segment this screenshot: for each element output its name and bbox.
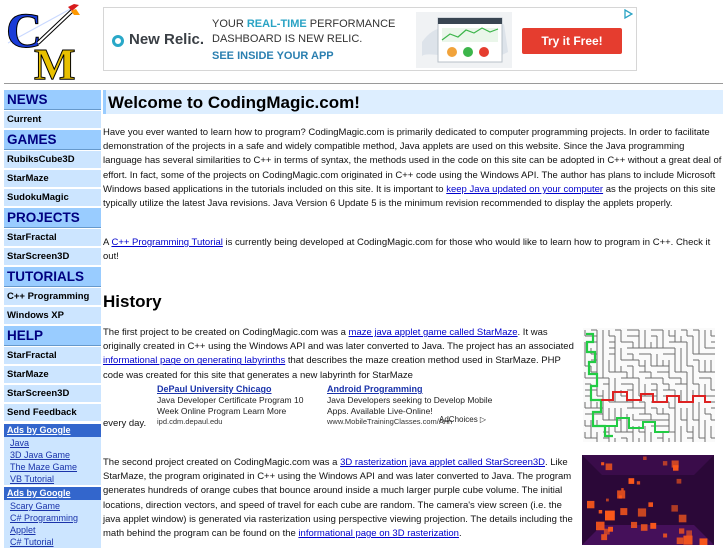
labyrinths-info-link[interactable]: informational page on generating labyrinths xyxy=(103,355,286,367)
ad-android-programming[interactable]: Android Programming Java Developers seeking to Develop Mobile Apps. Available Live-Online! www.MobileTrainingClasses.com/Ann xyxy=(327,384,493,426)
starmaze-thumbnail-image[interactable] xyxy=(583,328,715,442)
sidebar-item-current[interactable]: Current xyxy=(4,111,101,129)
ad-link-applet: Applet xyxy=(4,524,101,536)
sidebar-item-help-starfractal[interactable]: StarFractal xyxy=(4,347,101,365)
ad-headline: YOUR REAL-TIME PERFORMANCE xyxy=(212,18,396,30)
ad-depaul[interactable]: DePaul University Chicago Java Developer Certificate Program 10 Week Online Program Learn More ipd.cdm.depaul.edu xyxy=(157,384,304,426)
new-relic-ad-banner[interactable] xyxy=(103,7,637,71)
history-paragraph-starscreen3d: The second project created on CodingMagic.com was a 3D rasterization java applet called StarScreen3D. Like StarMaze, the program originated in C++ using the Windows API and was later converted to Java. The program generates hundreds of orange cubes that bounce around inside a much larger purple cube volume. The initial locations, direction vectors, and speed of travel for each cube are random. The camera's view screen (i.e. the java applet window) is generated via rasterization using perspective viewing projection. The details including the math behind the program can be found on the informational page on 3D rasterization. xyxy=(103,457,573,540)
ad-subline: SEE INSIDE YOUR APP xyxy=(212,50,334,62)
sidebar-heading-projects[interactable]: PROJECTS xyxy=(4,208,101,228)
intro-paragraph: Have you ever wanted to learn how to program? CodingMagic.com is primarily dedicated to computer programming projects. In order to facilitate demonstration of the projects in a safe and widely compatible method, Java applets are used on this website. Since the Java programming language has several similarities to C++ in terms of syntax, the methods used in the code on this site can be adopted in C++ without a great deal of effort. In fact, some of the projects on CodingMagic.com originated in C++ code using the Windows API. The author has plans to include Microsoft Windows based applications in the tutorials included on this site. It is important to keep Java updated on your computer as the projects on this site typically utilize the latest Java revisions. Java Version 6 Update 5 is the minimum revision recommended to display the applets properly. xyxy=(103,127,722,210)
try-it-free-button[interactable]: Try it Free! xyxy=(522,28,622,54)
sidebar-nav xyxy=(4,90,101,548)
sidebar-item-starmaze[interactable]: StarMaze xyxy=(4,170,101,188)
rasterization-info-link[interactable]: informational page on 3D rasterization xyxy=(298,528,459,540)
sidebar-heading-games[interactable]: GAMES xyxy=(4,130,101,150)
ads-by-google-heading[interactable]: Ads by Google xyxy=(4,424,101,437)
cpp-tutorial-link[interactable]: C++ Programming Tutorial xyxy=(111,237,223,248)
codingmagic-logo[interactable] xyxy=(4,3,82,81)
ad-link-3d-java-game: 3D Java Game xyxy=(4,449,101,461)
starscreen3d-applet-link[interactable]: 3D rasterization java applet called StarScreen3D xyxy=(340,457,545,468)
adchoices-label[interactable]: AdChoices ▷ xyxy=(439,415,487,424)
ads-by-google-heading-2[interactable]: Ads by Google xyxy=(4,487,101,500)
ad-link-vb-tutorial: VB Tutorial xyxy=(4,473,101,485)
ad-link-scary-game: Scary Game xyxy=(4,500,101,512)
sidebar-item-starscreen3d[interactable]: StarScreen3D xyxy=(4,248,101,266)
sidebar-heading-news[interactable]: NEWS xyxy=(4,90,101,110)
dashboard-screenshot-image xyxy=(416,12,512,68)
inline-text-ad[interactable] xyxy=(157,383,493,427)
sidebar-item-help-starmaze[interactable]: StarMaze xyxy=(4,366,101,384)
sidebar-item-help-starscreen3d[interactable]: StarScreen3D xyxy=(4,385,101,403)
sidebar-item-sudokumagic[interactable]: SudokuMagic xyxy=(4,189,101,207)
sidebar-item-windows-xp[interactable]: Windows XP xyxy=(4,307,101,325)
new-relic-mark-icon xyxy=(112,35,124,47)
page-title: Welcome to CodingMagic.com! xyxy=(103,90,723,114)
logo-letter-m: M xyxy=(34,40,76,81)
history-heading: History xyxy=(103,292,162,311)
history-paragraph-end: every day. xyxy=(103,418,147,429)
sidebar-heading-tutorials[interactable]: TUTORIALS xyxy=(4,267,101,287)
ad-link-csharp-programming: C# Programming xyxy=(4,512,101,524)
sidebar-item-send-feedback[interactable]: Send Feedback xyxy=(4,404,101,422)
starmaze-applet-link[interactable]: maze java applet game called StarMaze xyxy=(348,327,518,338)
logo-letter-c: C xyxy=(6,3,43,58)
ad-headline-2: DASHBOARD IS NEW RELIC. xyxy=(212,33,363,45)
history-paragraph-starmaze: The first project to be created on CodingMagic.com was a maze java applet game called StarMaze. It was originally created in C++ using the Windows API and was later converted to Java. The project has an associated informational page on generating labyrinths that describes the maze creation method used in StarMaze. PHP code was created for this site that generates a new labyrinth for StarMaze xyxy=(103,327,574,381)
ad-link-csharp-tutorial: C# Tutorial xyxy=(4,536,101,548)
header-divider xyxy=(4,83,723,84)
ad-link-the-maze-game: The Maze Game xyxy=(4,461,101,473)
sidebar-item-cpp-programming[interactable]: C++ Programming xyxy=(4,288,101,306)
starscreen3d-thumbnail-image[interactable] xyxy=(582,455,714,545)
cpp-tutorial-paragraph: A C++ Programming Tutorial is currently being developed at CodingMagic.com for those who would like to learn how to program in C++. Check it out! xyxy=(103,237,711,263)
new-relic-logo: New Relic. xyxy=(112,31,204,48)
sidebar-item-rubikscube3d[interactable]: RubiksCube3D xyxy=(4,151,101,169)
sidebar-item-starfractal[interactable]: StarFractal xyxy=(4,229,101,247)
sidebar-heading-help[interactable]: HELP xyxy=(4,326,101,346)
adchoices-icon: ▷ xyxy=(479,415,487,424)
ad-link-java: Java xyxy=(4,437,101,449)
adchoices-icon[interactable] xyxy=(623,9,633,19)
keep-java-updated-link[interactable]: keep Java updated on your computer xyxy=(446,183,604,195)
